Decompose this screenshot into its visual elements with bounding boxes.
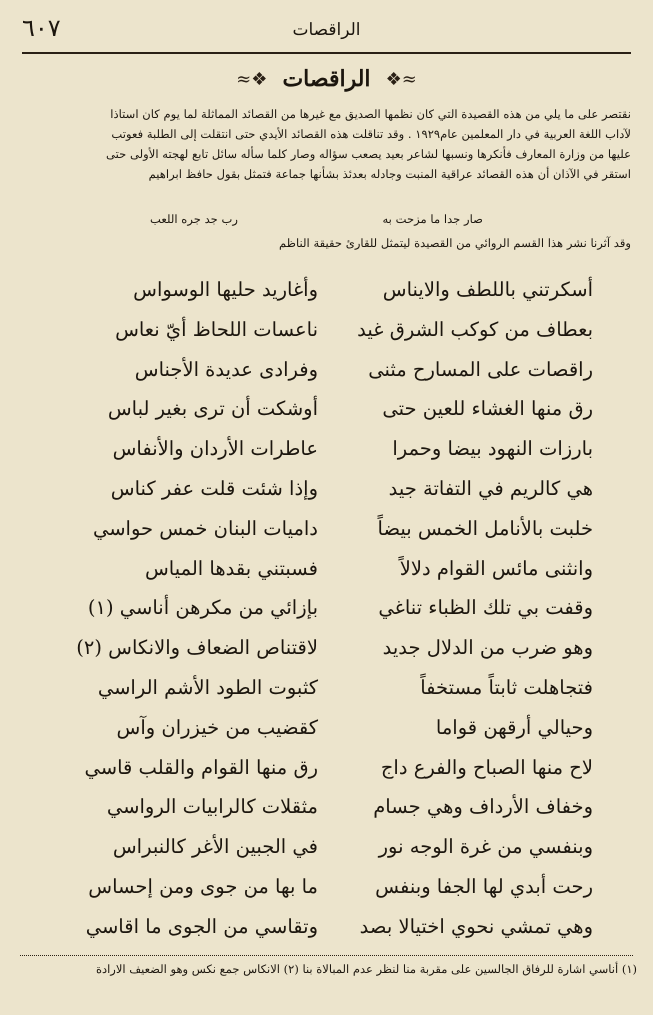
verse-line: [0, 590, 653, 630]
page-number: ٦٠٧: [22, 14, 61, 42]
second-hemistich: رق منها القوام والقلب قاسي: [84, 755, 318, 779]
second-hemistich: كثبوت الطود الأشم الراسي: [97, 675, 318, 699]
first-hemistich: وقفت بي تلك الظباء تناغي: [378, 596, 593, 620]
second-hemistich: عاطرات الأردان والأنفاس: [112, 437, 318, 461]
intro-paragraph: [22, 104, 631, 184]
second-hemistich: وتقاسي من الجوى ما اقاسي: [85, 914, 318, 938]
verse-line: [0, 909, 653, 949]
verse-line: [0, 312, 653, 352]
verse-line: [0, 431, 653, 471]
first-hemistich: فتجاهلت ثابتاً مستخفاً: [420, 675, 593, 699]
second-hemistich: وإذا شئت قلت عفر كناس: [110, 476, 318, 500]
epigraph-second-hemistich: رب جد جره اللعب: [150, 212, 239, 226]
second-hemistich: أوشكت أن ترى بغير لباس: [107, 397, 318, 421]
intro-line: لآداب اللغة العربية في دار المعلمين عام١٩٢٩ . وقد تناقلت هذه القصائد الأيدي حتى انتقلت إلى الطلبة فعوتب: [111, 127, 631, 141]
verse-line: [0, 272, 653, 312]
intro-line: نقتصر على ما يلي من هذه القصيدة التي كان نظمها الصديق مع غيرها من القصائد المماثلة لما يوم كان استاذا: [110, 107, 631, 121]
second-hemistich: كقضيب من خيزران وآس: [116, 715, 318, 739]
first-hemistich: لاح منها الصباح والفرع داج: [380, 755, 593, 779]
verse-line: [0, 471, 653, 511]
second-hemistich: ناعسات اللحاظ أيّ نعاس: [115, 317, 318, 341]
first-hemistich: أسكرتني باللطف والايناس: [382, 278, 593, 301]
first-hemistich: وانثنى مائس القوام دلالاً: [399, 556, 593, 580]
poem-title-row: [0, 66, 653, 100]
verse-line: [0, 352, 653, 392]
ornament-right-icon: ≈❖: [385, 68, 417, 90]
first-hemistich: بارزات النهود بيضا وحمرا: [392, 437, 593, 461]
first-hemistich: هي كالريم في التفاتة جيد: [388, 476, 593, 500]
poem-title: الراقصات: [282, 66, 371, 92]
first-hemistich: رق منها الغشاء للعين حتى: [382, 397, 593, 421]
first-hemistich: وبنفسي من غرة الوجه نور: [378, 835, 593, 859]
verse-line: [0, 391, 653, 431]
running-title: الراقصات: [292, 20, 361, 40]
intro-line: عليها من وزارة المعارف فأنكرها ونسبها لشاعر بعيد يصعب سؤاله وصار كلما سأله سائل تابع لهجته الأولى حتى: [105, 147, 631, 161]
first-hemistich: وحيالي أرقهن قواما: [435, 715, 593, 739]
epigraph-verse: [0, 212, 653, 232]
second-hemistich: وأغاريد حليها الوسواس: [133, 278, 318, 301]
ornament-left-icon: ❖≈: [236, 68, 268, 90]
poem-verses: [0, 272, 653, 949]
second-hemistich: لاقتناص الضعاف والانكاس (٢): [76, 636, 318, 660]
first-hemistich: خلبت بالأنامل الخمس بيضاً: [377, 516, 593, 540]
first-hemistich: وهي تمشي نحوي اختيالا بصد: [359, 914, 593, 938]
intro-line: استقر في الآذان أن هذه القصائد عراقية المنبت وجادله بعدئذ بشأنها جماعة فتمثل بقول حافظ ابراهيم: [148, 167, 631, 181]
verse-line: [0, 750, 653, 790]
verse-line: [0, 630, 653, 670]
verse-line: [0, 829, 653, 869]
editor-note: وقد آثرنا نشر هذا القسم الروائي من القصيدة ليتمثل للقارئ حقيقة الناظم: [279, 236, 631, 250]
verse-line: [0, 511, 653, 551]
header-rule: [22, 52, 631, 54]
second-hemistich: وفرادى عديدة الأجناس: [134, 357, 318, 381]
first-hemistich: وخفاف الأرداف وهي جسام: [373, 795, 593, 819]
second-hemistich: في الجبين الأغر كالنبراس: [112, 835, 318, 859]
second-hemistich: داميات البنان خمس حواسي: [92, 516, 318, 540]
verse-line: [0, 710, 653, 750]
first-hemistich: بعطاف من كوكب الشرق غيد: [357, 317, 593, 341]
verse-line: [0, 551, 653, 591]
footnote-rule: [20, 955, 633, 956]
page-header: [22, 14, 631, 48]
verse-line: [0, 869, 653, 909]
second-hemistich: ما بها من جوى ومن إحساس: [88, 874, 318, 898]
verse-line: [0, 789, 653, 829]
footnote: (١) أناسي اشارة للرفاق الجالسين على مقربة منا لنظر عدم المبالاة بنا (٢) الانكاس جمع نكس وهو الضعيف الارادة: [95, 962, 637, 976]
epigraph-first-hemistich: صار جدا ما مزحت به: [382, 212, 483, 226]
first-hemistich: رحت أبدي لها الجفا وبنفس: [375, 874, 593, 898]
first-hemistich: راقصات على المسارح مثنى: [368, 357, 593, 381]
verse-line: [0, 670, 653, 710]
second-hemistich: بإزائي من مكرهن أناسي (١): [87, 596, 318, 620]
second-hemistich: مثقلات كالرابيات الرواسي: [106, 795, 318, 819]
second-hemistich: فسبتني بقدها المياس: [144, 556, 318, 580]
first-hemistich: وهو ضرب من الدلال جديد: [382, 636, 593, 660]
